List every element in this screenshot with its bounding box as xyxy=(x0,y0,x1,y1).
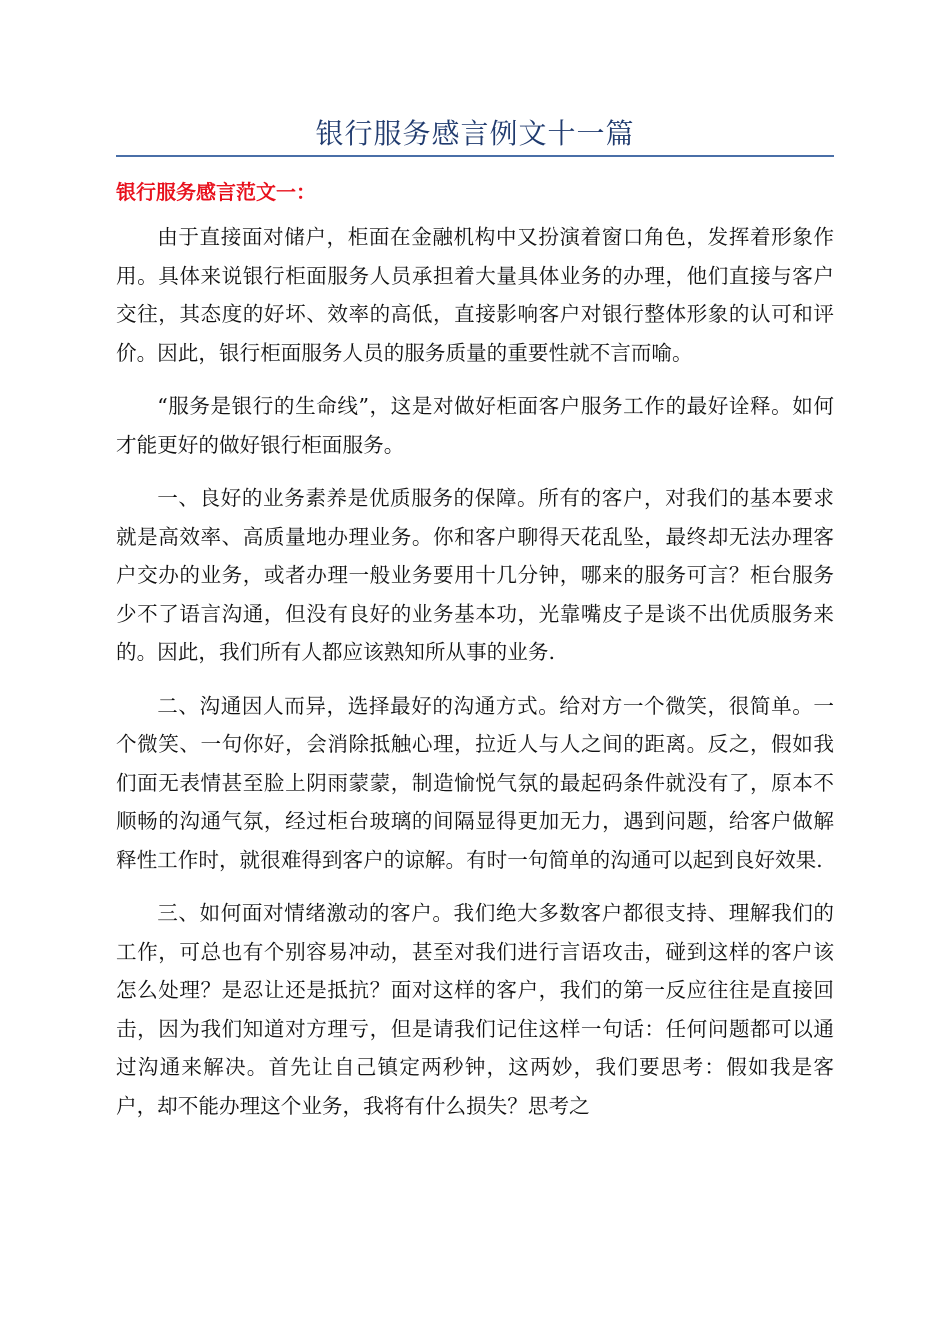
title-underline xyxy=(116,155,834,157)
document-title: 银行服务感言例文十一篇 xyxy=(315,117,635,150)
paragraph: 由于直接面对储户，柜面在金融机构中又扮演着窗口角色，发挥着形象作用。具体来说银行柜面服务人员承担着大量具体业务的办理，他们直接与客户交往，其态度的好坏、效率的高低，直接影响客户对银行整体形象的认可和评价。因此，银行柜面服务人员的服务质量的重要性就不言而喻。 xyxy=(116,225,834,365)
paragraph: 二、沟通因人而异，选择最好的沟通方式。给对方一个微笑，很简单。一个微笑、一句你好，会消除抵触心理，拉近人与人之间的距离。反之，假如我们面无表情甚至脸上阴雨蒙蒙，制造愉悦气氛的最起码条件就没有了，原本不顺畅的沟通气氛，经过柜台玻璃的间隔显得更加无力，遇到问题，给客户做解释性工作时，就很难得到客户的谅解。有时一句简单的沟通可以起到良好效果. xyxy=(116,693,834,872)
paragraph: 三、如何面对情绪激动的客户。我们绝大多数客户都很支持、理解我们的工作，可总也有个别容易冲动，甚至对我们进行言语攻击，碰到这样的客户该怎么处理？是忍让还是抵抗？面对这样的客户，我们的第一反应往往是直接回击，因为我们知道对方理亏，但是请我们记住这样一句话：任何问题都可以通过沟通来解决。首先让自己镇定两秒钟，这两妙，我们要思考：假如我是客户，却不能办理这个业务，我将有什么损失？思考之 xyxy=(116,901,834,1118)
section-heading: 银行服务感言范文一： xyxy=(116,180,316,204)
paragraph: “服务是银行的生命线”，这是对做好柜面客户服务工作的最好诠释。如何才能更好的做好银行柜面服务。 xyxy=(116,394,834,457)
paragraph: 一、良好的业务素养是优质服务的保障。所有的客户，对我们的基本要求就是高效率、高质量地办理业务。你和客户聊得天花乱坠，最终却无法办理客户交办的业务，或者办理一般业务要用十几分钟，哪来的服务可言？柜台服务少不了语言沟通，但没有良好的业务基本功，光靠嘴皮子是谈不出优质服务来的。因此，我们所有人都应该熟知所从事的业务. xyxy=(116,486,834,664)
document-body xyxy=(116,218,834,1140)
